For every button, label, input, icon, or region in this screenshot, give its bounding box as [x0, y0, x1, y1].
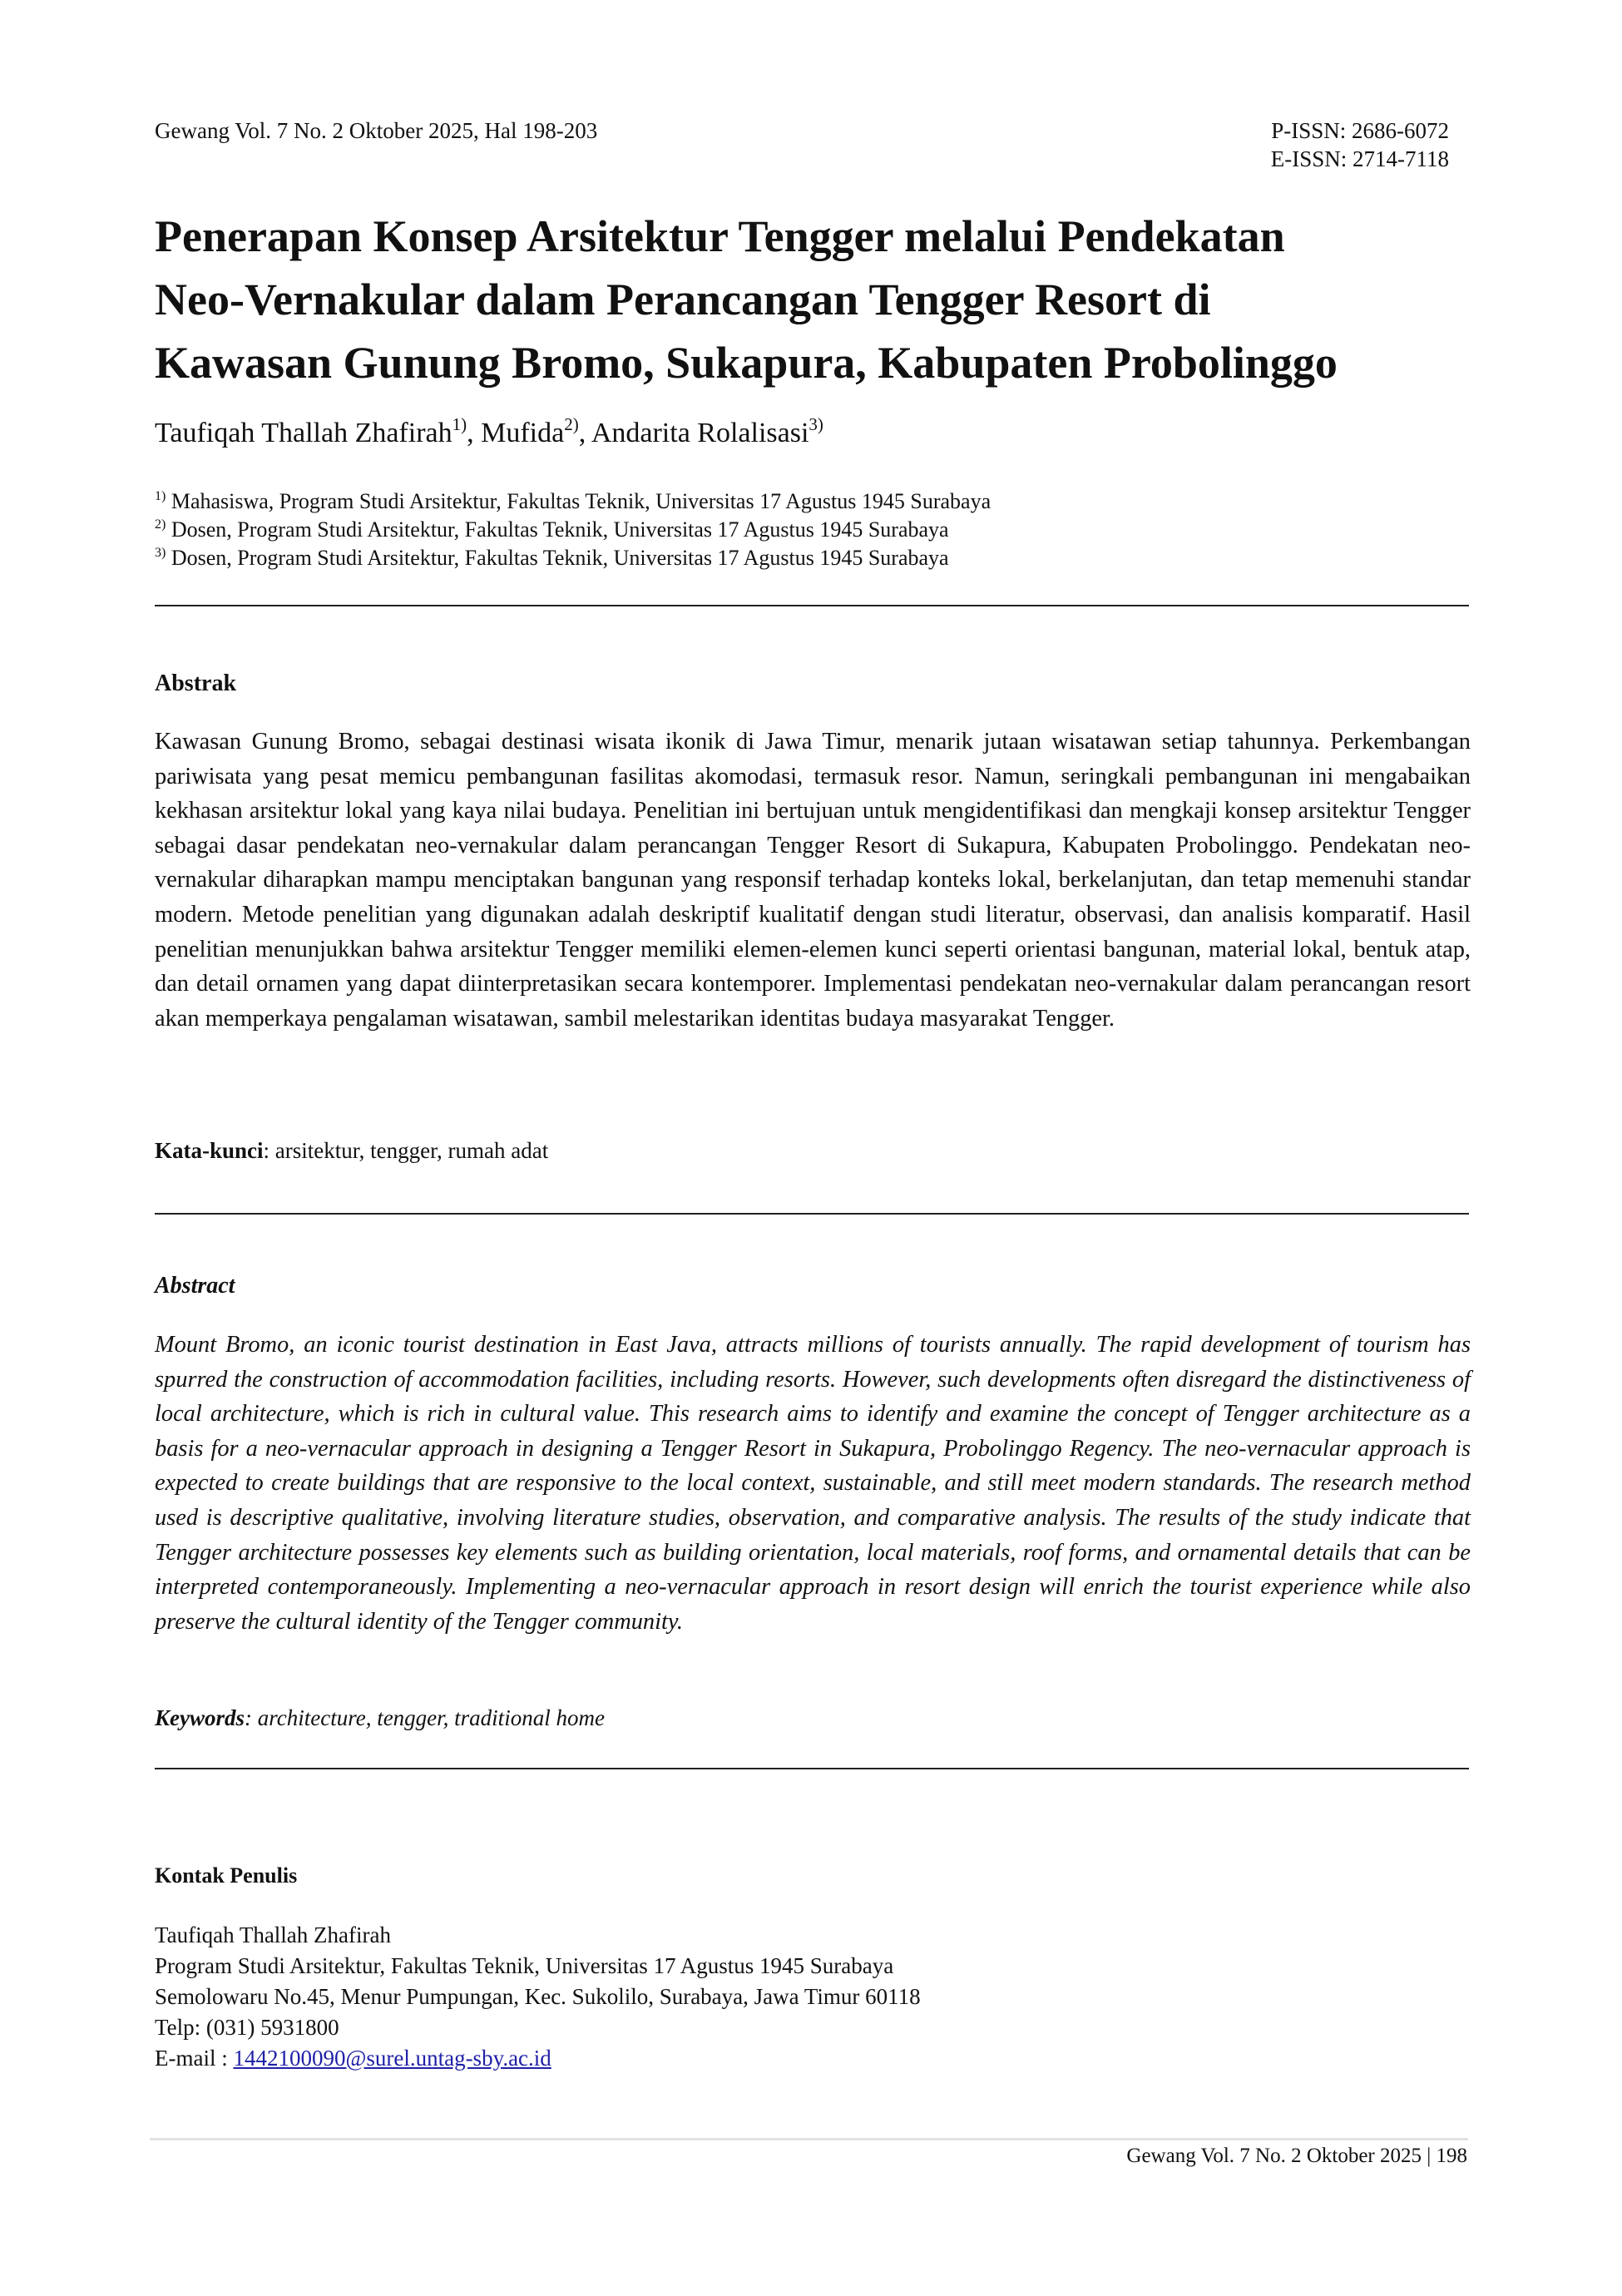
contact-phone: Telp: (031) 5931800 [155, 2015, 339, 2040]
paper-title [155, 205, 1502, 394]
footer-divider [150, 2138, 1468, 2140]
issn-block [1271, 116, 1449, 173]
affiliation-mark: 3) [155, 546, 166, 560]
title-line: Kawasan Gunung Bromo, Sukapura, Kabupaten Probolinggo [155, 338, 1338, 388]
contact-heading: Kontak Penulis [155, 1863, 298, 1888]
affiliation-mark: 1) [155, 489, 166, 503]
abstrak-keywords [155, 1138, 548, 1164]
email-label: E-mail : [155, 2046, 234, 2071]
contact-institution: Program Studi Arsitektur, Fakultas Teknik, Universitas 17 Agustus 1945 Surabaya [155, 1953, 894, 1978]
title-line: Neo-Vernakular dalam Perancangan Tengger Resort di [155, 275, 1211, 324]
contact-address: Semolowaru No.45, Menur Pumpungan, Kec. Sukolilo, Surabaya, Jawa Timur 60118 [155, 1984, 921, 2009]
affiliation-list [155, 487, 991, 572]
affiliation-item [155, 516, 991, 544]
author-name: Taufiqah Thallah Zhafirah [155, 418, 452, 448]
keywords-label: Keywords [155, 1705, 245, 1730]
affiliation-mark: 2) [155, 517, 166, 532]
author-mark: 1) [452, 414, 467, 434]
abstrak-heading: Abstrak [155, 670, 237, 696]
keywords-values: : architecture, tengger, traditional home [245, 1705, 605, 1730]
abstract-keywords [155, 1705, 605, 1731]
section-divider [155, 605, 1469, 606]
author-list [155, 416, 823, 451]
author-mark: 3) [809, 414, 823, 434]
section-divider [155, 1213, 1469, 1215]
keywords-label: Kata-kunci [155, 1138, 264, 1163]
title-line: Penerapan Konsep Arsitektur Tengger melalui Pendekatan [155, 211, 1285, 261]
author-mark: 2) [564, 414, 579, 434]
author-name: Mufida [481, 418, 565, 448]
e-issn: E-ISSN: 2714-7118 [1270, 146, 1449, 171]
affiliation-item [155, 544, 991, 572]
contact-email-line [155, 2043, 921, 2074]
email-link[interactable]: 1442100090@surel.untag-sby.ac.id [233, 2046, 551, 2071]
affiliation-item [155, 487, 991, 516]
author-separator: , [467, 418, 482, 448]
abstract-body: Mount Bromo, an iconic tourist destination in East Java, attracts millions of tourists annually. The rapid development of tourism has spurred the construction of accommodation facilities, including resorts. However, such developments often disregard the distinctiveness of local architecture, which is rich in cultural value. This research aims to identify and examine the concept of Tengger architecture as a basis for a neo-vernacular approach in designing a Tengger Resort in Sukapura, Probolinggo Regency. The neo-vernacular approach is expected to create buildings that are responsive to the local context, sustainable, and still meet modern standards. The research method used is descriptive qualitative, involving literature studies, observation, and comparative analysis. The results of the study indicate that Tengger architecture possesses key elements such as building orientation, local materials, roof forms, and ornamental details that can be interpreted contemporaneously. Implementing a neo-vernacular approach in resort design will enrich the tourist experience while also preserve the cultural identity of the Tengger community. [155, 1332, 1471, 1635]
contact-name: Taufiqah Thallah Zhafirah [155, 1922, 391, 1947]
section-divider [155, 1768, 1469, 1769]
abstract-heading: Abstract [155, 1273, 235, 1299]
keywords-values: : arsitektur, tengger, rumah adat [263, 1138, 549, 1163]
author-name: Andarita Rolalisasi [591, 418, 809, 448]
abstrak-body: Kawasan Gunung Bromo, sebagai destinasi wisata ikonik di Jawa Timur, menarik jutaan wisatawan setiap tahunnya. Perkembangan pariwisata yang pesat memicu pembangunan fasilitas akomodasi, termasuk resor. Namun, seringkali pembangunan ini mengabaikan kekhasan arsitektur lokal yang kaya nilai budaya. Penelitian ini bertujuan untuk mengidentifikasi dan mengkaji konsep arsitektur Tengger sebagai dasar pendekatan neo-vernakular dalam perancangan Tengger Resort di Sukapura, Kabupaten Probolinggo. Pendekatan neo-vernakular diharapkan mampu menciptakan bangunan yang responsif terhadap konteks lokal, berkelanjutan, dan tetap memenuhi standar modern. Metode penelitian yang digunakan adalah deskriptif kualitatif dengan studi literatur, observasi, dan analisis komparatif. Hasil penelitian menunjukkan bahwa arsitektur Tengger memiliki elemen-elemen kunci seperti orientasi bangunan, material lokal, bentuk atap, dan detail ornamen yang dapat diinterpretasikan secara kontemporer. Implementasi pendekatan neo-vernakular dalam perancangan resort akan memperkaya pengalaman wisatawan, sambil melestarikan identitas budaya masyarakat Tengger. [155, 729, 1471, 1032]
author-separator: , [578, 418, 591, 448]
affiliation-text: Dosen, Program Studi Arsitektur, Fakultas Teknik, Universitas 17 Agustus 1945 Surabaya [171, 517, 949, 542]
contact-block [155, 1920, 921, 2074]
page-footer: Gewang Vol. 7 No. 2 Oktober 2025 | 198 [1126, 2145, 1467, 2167]
affiliation-text: Mahasiswa, Program Studi Arsitektur, Fakultas Teknik, Universitas 17 Agustus 1945 Surabaya [171, 489, 991, 513]
affiliation-text: Dosen, Program Studi Arsitektur, Fakultas Teknik, Universitas 17 Agustus 1945 Surabaya [171, 546, 949, 570]
journal-citation: Gewang Vol. 7 No. 2 Oktober 2025, Hal 198-203 [155, 118, 598, 143]
p-issn: P-ISSN: 2686-6072 [1271, 118, 1449, 143]
